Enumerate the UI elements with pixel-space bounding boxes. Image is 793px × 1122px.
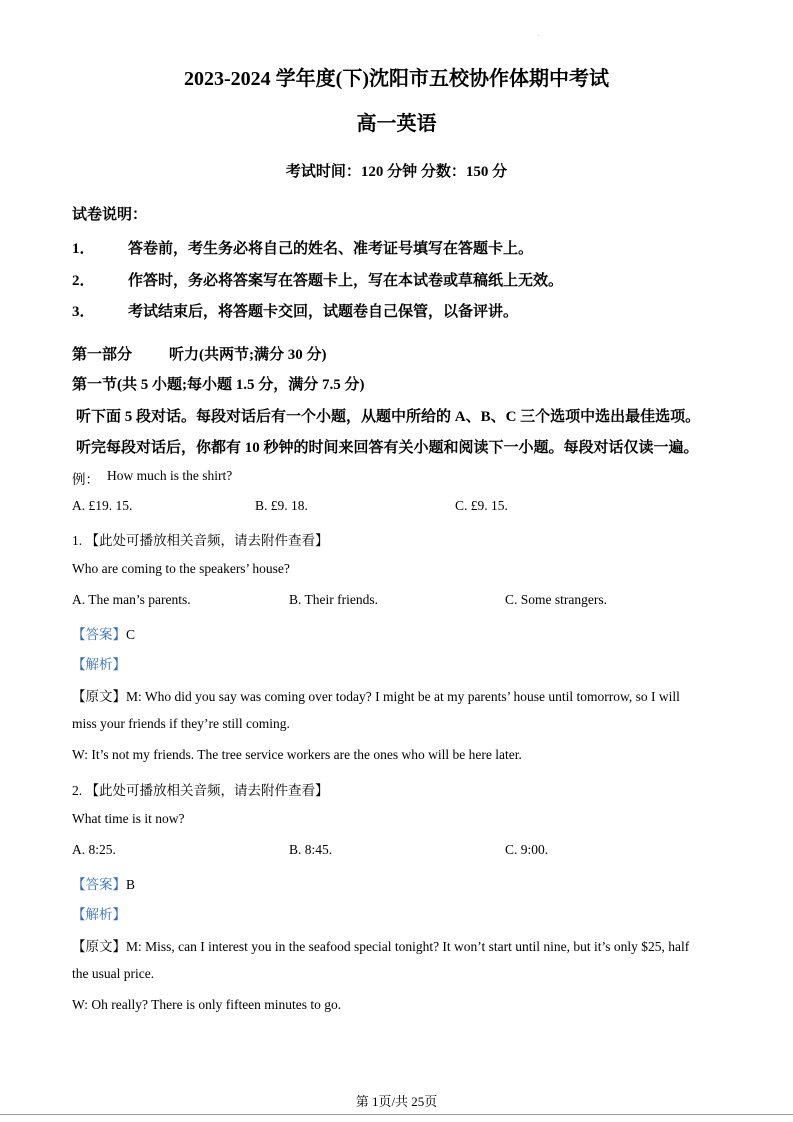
part-label: 第一部分 <box>72 347 133 363</box>
directions-line-2: 听完每段对话后，你都有 10 秒钟的时间来回答有关小题和阅读下一小题。每段对话仅读一遍。 <box>76 440 699 456</box>
transcript-text: M: Who did you say was coming over today? I might be at my parents’ house until tomorrow, so I will <box>126 689 680 704</box>
question-2-answer-row <box>72 873 135 893</box>
exam-title: 2023-2024 学年度(下)沈阳市五校协作体期中考试 <box>184 68 609 90</box>
question-2-option-a: A. 8:25. <box>72 842 116 857</box>
directions-line-1: 听下面 5 段对话。每段对话后有一个小题，从题中所给的 A、B、C 三个选项中选出最佳选项。 <box>76 409 701 425</box>
question-1-transcript-line-1 <box>72 685 680 705</box>
question-2-transcript-line-2: the usual price. <box>72 966 155 981</box>
question-1-header: 1. 【此处可播放相关音频，请去附件查看】 <box>72 533 329 548</box>
example-question: How much is the shirt? <box>107 468 233 483</box>
question-2-analysis-label: 【解析】 <box>72 907 126 922</box>
section-title: 第一节(共 5 小题;每小题 1.5 分，满分 7.5 分) <box>72 377 365 393</box>
instructions-heading: 试卷说明： <box>72 207 148 223</box>
example-label: 例： <box>72 472 99 487</box>
question-2-text: What time is it now? <box>72 811 185 826</box>
instruction-1-number: 1． <box>72 241 95 257</box>
question-1-answer-row <box>72 623 135 643</box>
exam-info: 考试时间：120 分钟 分数：150 分 <box>285 164 508 180</box>
question-1-transcript-line-2: miss your friends if they’re still coming. <box>72 716 290 731</box>
question-1-analysis-label: 【解析】 <box>72 657 126 672</box>
transcript-text: M: Miss, can I interest you in the seafood special tonight? It won’t start until nine, but it’s only $25, half <box>126 939 690 954</box>
example-option-a: A. £19. 15. <box>72 498 133 513</box>
question-2-header: 2. 【此处可播放相关音频，请去附件查看】 <box>72 783 329 798</box>
stray-dot: . <box>538 32 540 38</box>
question-1-transcript-line-3: W: It’s not my friends. The tree service workers are the ones who will be here later. <box>72 747 522 762</box>
answer-value: B <box>126 877 136 892</box>
example-option-b: B. £9. 18. <box>255 498 308 513</box>
answer-label: 【答案】 <box>72 877 126 892</box>
page-number: 第 1页/共 25页 <box>355 1094 438 1109</box>
question-2-transcript-line-3: W: Oh really? There is only fifteen minutes to go. <box>72 997 342 1012</box>
question-2-option-c: C. 9:00. <box>505 842 549 857</box>
bottom-rule <box>0 1114 793 1115</box>
part-title: 听力(共两节;满分 30 分) <box>169 347 327 363</box>
instruction-2-number: 2． <box>72 273 95 289</box>
question-1-option-b: B. Their friends. <box>289 592 378 607</box>
transcript-label: 【原文】 <box>72 939 126 954</box>
instruction-2-text: 作答时，务必将答案写在答题卡上，写在本试卷或草稿纸上无效。 <box>128 273 564 289</box>
example-option-c: C. £9. 15. <box>455 498 508 513</box>
answer-label: 【答案】 <box>72 627 126 642</box>
instruction-3-number: 3． <box>72 304 95 320</box>
question-1-text: Who are coming to the speakers’ house? <box>72 561 290 576</box>
answer-value: C <box>126 627 136 642</box>
instruction-1-text: 答卷前，考生务必将自己的姓名、准考证号填写在答题卡上。 <box>128 241 534 257</box>
question-2-transcript-line-1 <box>72 935 689 955</box>
subject-title: 高一英语 <box>356 113 437 135</box>
instruction-3-text: 考试结束后，将答题卡交回，试题卷自己保管，以备评讲。 <box>128 304 519 320</box>
question-1-option-c: C. Some strangers. <box>505 592 607 607</box>
question-2-option-b: B. 8:45. <box>289 842 333 857</box>
transcript-label: 【原文】 <box>72 689 126 704</box>
question-1-option-a: A. The man’s parents. <box>72 592 191 607</box>
